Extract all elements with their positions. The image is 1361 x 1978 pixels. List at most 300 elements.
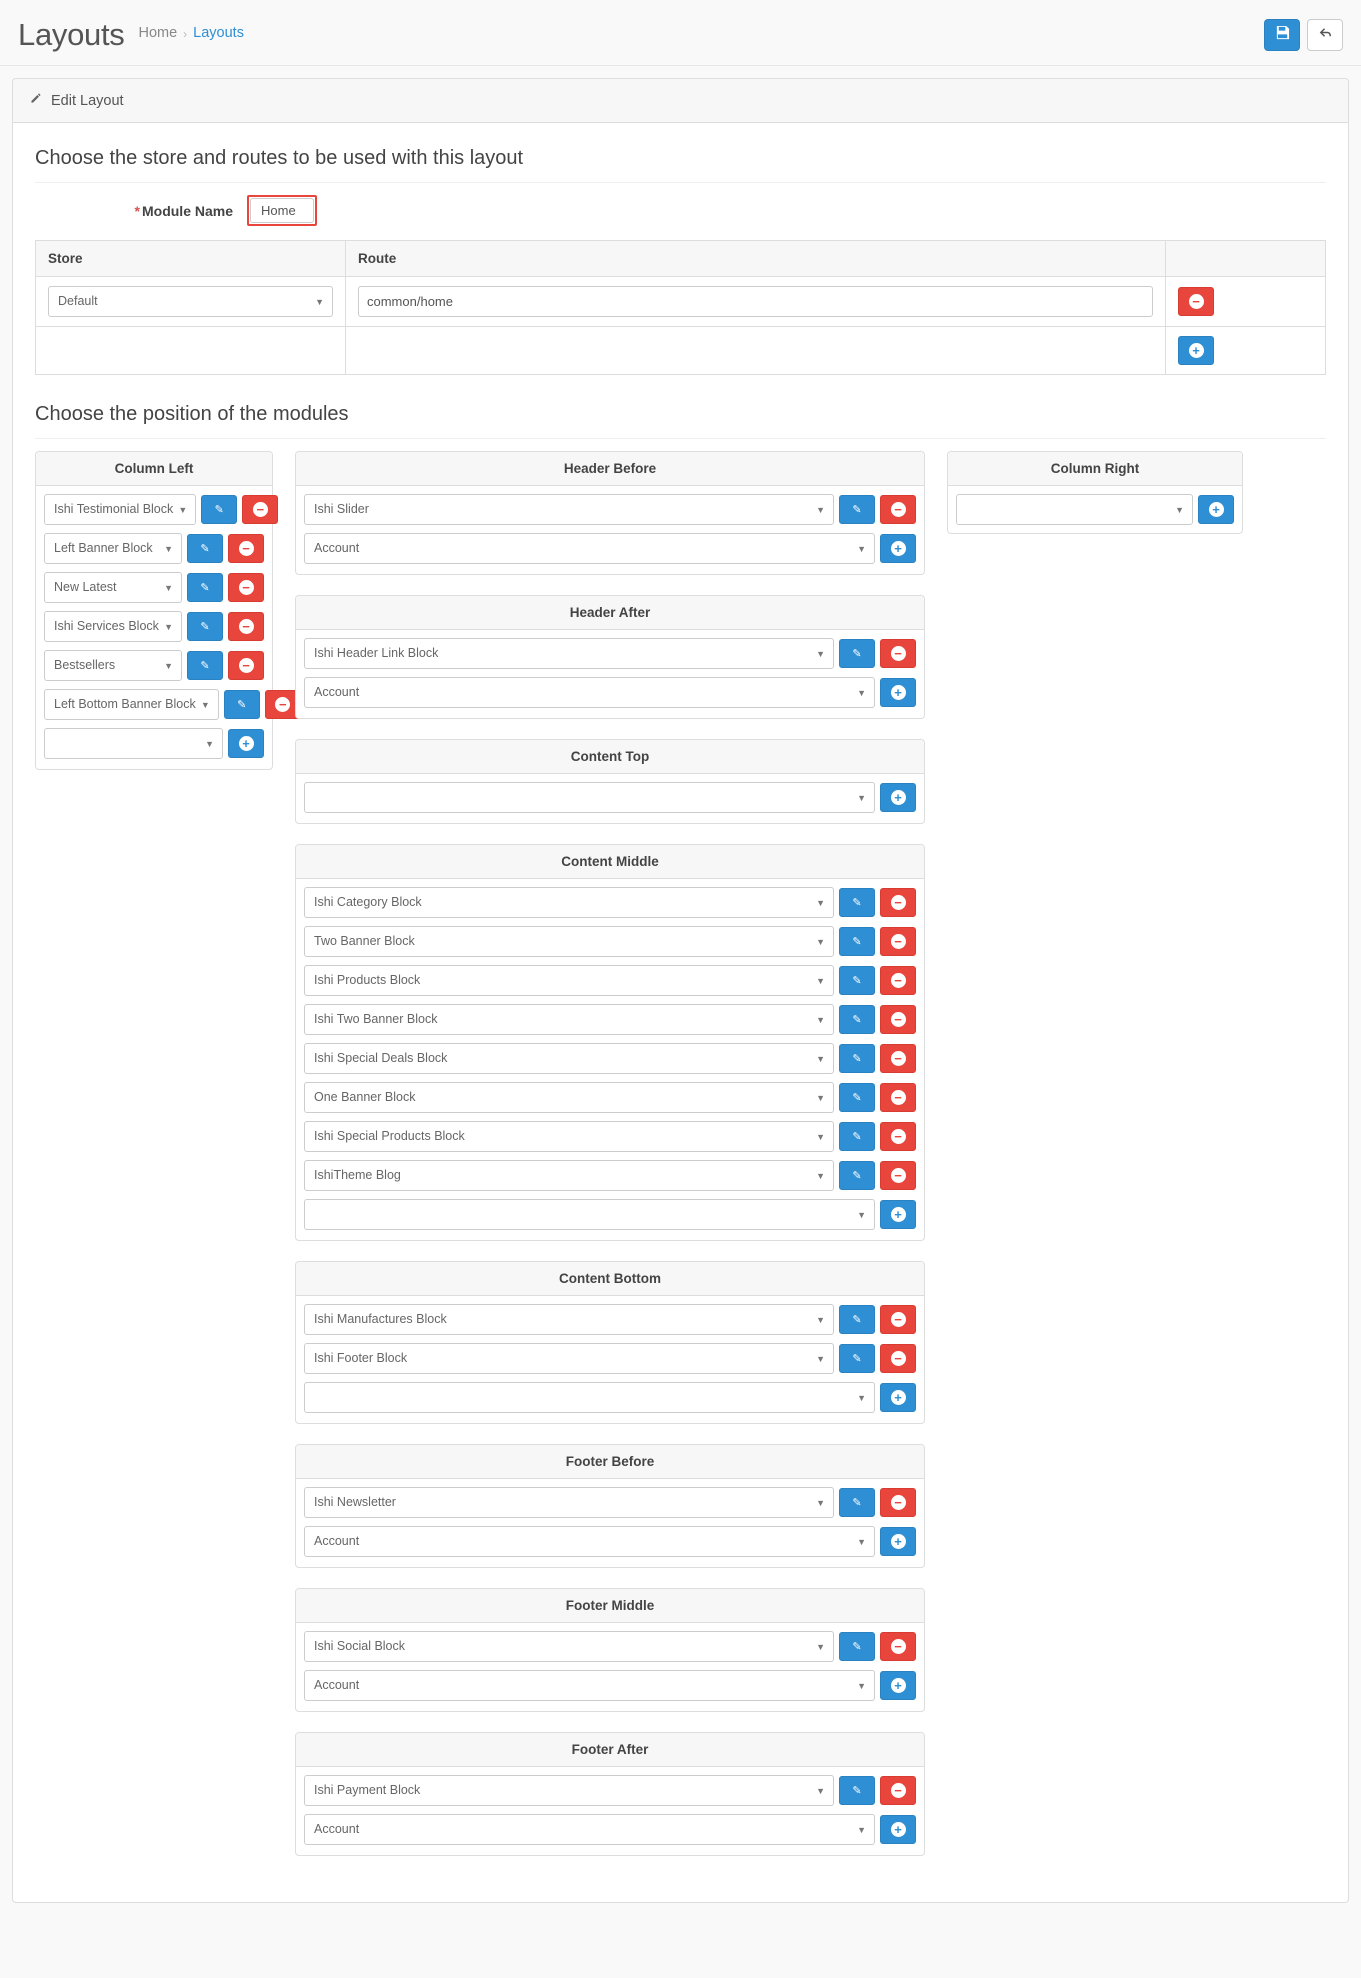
module-select-wrap[interactable] — [956, 494, 1193, 525]
module-select[interactable]: Ishi Social Block — [304, 1631, 834, 1662]
plus-circle-icon: + — [891, 1678, 906, 1693]
breadcrumb-separator: › — [183, 27, 188, 41]
remove-module-button[interactable] — [880, 1083, 916, 1112]
remove-module-button[interactable] — [880, 1344, 916, 1373]
remove-module-button[interactable] — [880, 1005, 916, 1034]
add-module-button[interactable] — [880, 783, 916, 812]
module-row — [304, 1004, 916, 1035]
edit-module-button[interactable] — [839, 927, 875, 956]
remove-module-button[interactable] — [880, 888, 916, 917]
add-module-button[interactable] — [1198, 495, 1234, 524]
module-name-focus-ring — [247, 195, 317, 226]
position-panel-content-bottom — [295, 1261, 925, 1424]
pencil-icon: ✎ — [852, 975, 862, 987]
routes-cell-route — [346, 277, 1166, 327]
remove-module-button[interactable] — [880, 1305, 916, 1334]
module-select-wrap[interactable] — [304, 1775, 834, 1806]
page-title: Layouts — [18, 17, 125, 52]
modules-column-middle — [295, 451, 925, 1876]
minus-circle-icon: − — [239, 619, 254, 634]
edit-module-button[interactable] — [839, 1005, 875, 1034]
module-select-wrap[interactable] — [304, 677, 875, 708]
routes-col-actions — [1166, 241, 1326, 277]
module-select-wrap[interactable] — [304, 887, 834, 918]
pencil-icon: ✎ — [214, 504, 224, 516]
module-select[interactable] — [304, 1382, 875, 1413]
module-select[interactable] — [956, 494, 1193, 525]
module-select-wrap[interactable] — [304, 1004, 834, 1035]
minus-circle-icon: − — [891, 1639, 906, 1654]
module-select[interactable]: Ishi Testimonial Block — [44, 494, 196, 525]
module-select[interactable]: Left Bottom Banner Block — [44, 689, 219, 720]
remove-module-button[interactable] — [242, 495, 278, 524]
module-row-add — [304, 1814, 916, 1845]
position-title-content-top: Content Top — [296, 740, 924, 774]
plus-circle-icon: + — [1209, 502, 1224, 517]
routes-col-store: Store — [36, 241, 346, 277]
chevron-down-icon: ▼ — [816, 975, 825, 986]
minus-circle-icon: − — [275, 697, 290, 712]
module-select[interactable]: Account — [304, 1814, 875, 1845]
page-header — [0, 0, 1361, 66]
module-row — [44, 494, 264, 525]
table-row-add — [36, 327, 1326, 375]
pencil-icon: ✎ — [852, 897, 862, 909]
minus-circle-icon: − — [891, 502, 906, 517]
module-select[interactable]: IshiTheme Blog — [304, 1160, 834, 1191]
edit-module-button[interactable] — [839, 1122, 875, 1151]
module-row-add — [956, 494, 1234, 525]
plus-circle-icon: + — [891, 790, 906, 805]
pencil-icon: ✎ — [852, 1785, 862, 1797]
breadcrumb — [138, 25, 243, 44]
module-row — [304, 887, 916, 918]
plus-circle-icon: + — [891, 1390, 906, 1405]
remove-module-button[interactable] — [880, 1122, 916, 1151]
plus-circle-icon: + — [239, 736, 254, 751]
position-body-content-middle — [296, 879, 924, 1240]
pencil-icon: ✎ — [852, 1641, 862, 1653]
module-row — [304, 1304, 916, 1335]
routes-table-header-row — [36, 241, 1326, 277]
pencil-icon: ✎ — [200, 543, 210, 555]
chevron-down-icon: ▼ — [857, 792, 866, 803]
chevron-down-icon: ▼ — [816, 1497, 825, 1508]
module-select[interactable]: Account — [304, 1526, 875, 1557]
module-select[interactable]: Ishi Header Link Block — [304, 638, 834, 669]
section-title-routes: Choose the store and routes to be used with this layout — [35, 139, 1326, 183]
minus-circle-icon: − — [891, 1312, 906, 1327]
module-select-wrap[interactable] — [304, 1304, 834, 1335]
position-panel-content-top — [295, 739, 925, 824]
position-body-footer-before — [296, 1479, 924, 1567]
position-title-content-middle: Content Middle — [296, 845, 924, 879]
minus-circle-icon: − — [239, 580, 254, 595]
position-title-content-bottom: Content Bottom — [296, 1262, 924, 1296]
module-select-wrap[interactable] — [304, 1631, 834, 1662]
position-body-column-right — [948, 486, 1242, 533]
module-name-label-text: Module Name — [141, 202, 233, 219]
module-select-wrap[interactable] — [304, 1814, 875, 1845]
table-row — [36, 277, 1326, 327]
minus-circle-icon: − — [891, 1051, 906, 1066]
breadcrumb-item-home[interactable]: Home — [138, 25, 178, 41]
module-select[interactable]: Ishi Two Banner Block — [304, 1004, 834, 1035]
module-select[interactable]: One Banner Block — [304, 1082, 834, 1113]
position-body-header-before — [296, 486, 924, 574]
module-select[interactable]: Ishi Special Products Block — [304, 1121, 834, 1152]
save-button[interactable] — [1264, 19, 1300, 51]
add-module-button[interactable] — [880, 534, 916, 563]
position-title-header-after: Header After — [296, 596, 924, 630]
chevron-down-icon: ▼ — [857, 543, 866, 554]
chevron-down-icon: ▼ — [200, 699, 210, 710]
chevron-down-icon: ▼ — [857, 687, 866, 698]
module-select[interactable]: Account — [304, 1670, 875, 1701]
module-row-add — [304, 1526, 916, 1557]
module-select[interactable]: New Latest — [44, 572, 182, 603]
required-marker: * — [134, 202, 140, 219]
module-select[interactable]: Ishi Newsletter — [304, 1487, 834, 1518]
store-select-wrap[interactable] — [48, 286, 333, 317]
position-panel-column-left — [35, 451, 287, 770]
position-title-column-right: Column Right — [948, 452, 1242, 486]
module-row — [304, 1775, 916, 1806]
module-select-wrap[interactable] — [44, 728, 223, 759]
pencil-icon: ✎ — [852, 1353, 862, 1365]
module-name-input[interactable] — [250, 198, 314, 223]
edit-module-button[interactable] — [201, 495, 237, 524]
minus-circle-icon: − — [891, 1783, 906, 1798]
chevron-down-icon: ▼ — [816, 1170, 825, 1181]
position-title-column-left: Column Left — [36, 452, 272, 486]
routes-col-route: Route — [346, 241, 1166, 277]
module-select-wrap[interactable] — [44, 611, 182, 642]
chevron-down-icon: ▼ — [857, 1536, 866, 1547]
chevron-down-icon: ▼ — [816, 1053, 825, 1064]
module-row-add — [304, 533, 916, 564]
plus-circle-icon: + — [1189, 343, 1204, 358]
chevron-down-icon: ▼ — [816, 1314, 825, 1325]
module-select[interactable]: Bestsellers — [44, 650, 182, 681]
module-row-add — [44, 728, 264, 759]
position-body-column-left — [36, 486, 287, 769]
module-select[interactable]: Ishi Payment Block — [304, 1775, 834, 1806]
module-select-wrap[interactable] — [304, 1121, 834, 1152]
chevron-down-icon: ▼ — [164, 543, 173, 554]
module-row — [304, 638, 916, 669]
position-panel-footer-after — [295, 1732, 925, 1856]
remove-module-button[interactable] — [880, 1161, 916, 1190]
modules-column-right — [947, 451, 1243, 554]
route-input[interactable] — [358, 286, 1153, 317]
module-row — [304, 1343, 916, 1374]
module-select-wrap[interactable] — [304, 1382, 875, 1413]
pencil-icon: ✎ — [852, 1170, 862, 1182]
modules-grid — [35, 451, 1326, 1876]
minus-circle-icon: − — [891, 1168, 906, 1183]
edit-module-button[interactable] — [839, 495, 875, 524]
minus-circle-icon: − — [891, 934, 906, 949]
plus-circle-icon: + — [891, 1822, 906, 1837]
module-row — [304, 1082, 916, 1113]
module-select-wrap[interactable] — [304, 1670, 875, 1701]
chevron-down-icon: ▼ — [164, 621, 173, 632]
minus-circle-icon: − — [891, 1129, 906, 1144]
module-select-wrap[interactable] — [304, 782, 875, 813]
panel-heading — [13, 79, 1348, 123]
module-row-add — [304, 1382, 916, 1413]
edit-module-button[interactable] — [839, 966, 875, 995]
remove-module-button[interactable] — [880, 927, 916, 956]
remove-module-button[interactable] — [880, 639, 916, 668]
module-select-wrap[interactable] — [304, 1160, 834, 1191]
edit-module-button[interactable] — [839, 1044, 875, 1073]
pencil-icon — [29, 92, 42, 109]
edit-module-button[interactable] — [839, 1083, 875, 1112]
plus-circle-icon: + — [891, 1207, 906, 1222]
module-select[interactable]: Ishi Manufactures Block — [304, 1304, 834, 1335]
module-row — [304, 1121, 916, 1152]
remove-module-button[interactable] — [880, 1776, 916, 1805]
chevron-down-icon: ▼ — [816, 897, 825, 908]
add-route-button[interactable] — [1178, 336, 1214, 365]
position-body-footer-middle — [296, 1623, 924, 1711]
module-select-wrap[interactable] — [304, 926, 834, 957]
position-body-content-top — [296, 774, 924, 823]
remove-module-button[interactable] — [228, 534, 264, 563]
pencil-icon: ✎ — [237, 699, 247, 711]
edit-module-button[interactable] — [187, 651, 223, 680]
breadcrumb-item-layouts[interactable]: Layouts — [193, 25, 244, 41]
back-button[interactable] — [1307, 19, 1343, 51]
pencil-icon: ✎ — [852, 1092, 862, 1104]
add-module-button[interactable] — [228, 729, 264, 758]
chevron-down-icon: ▼ — [1175, 504, 1184, 515]
add-module-button[interactable] — [880, 1383, 916, 1412]
edit-module-button[interactable] — [187, 534, 223, 563]
chevron-down-icon: ▼ — [164, 660, 173, 671]
module-select-wrap[interactable] — [304, 638, 834, 669]
add-module-button[interactable] — [880, 1815, 916, 1844]
chevron-down-icon: ▼ — [315, 296, 324, 307]
add-module-button[interactable] — [880, 1671, 916, 1700]
minus-circle-icon: − — [239, 541, 254, 556]
edit-module-button[interactable] — [839, 1632, 875, 1661]
pencil-icon: ✎ — [852, 1497, 862, 1509]
edit-module-button[interactable] — [839, 1161, 875, 1190]
pencil-icon: ✎ — [852, 1014, 862, 1026]
minus-circle-icon: − — [239, 658, 254, 673]
module-row — [44, 650, 264, 681]
edit-module-button[interactable] — [839, 639, 875, 668]
module-select-wrap[interactable] — [44, 533, 182, 564]
module-row — [44, 689, 287, 720]
header-actions — [1264, 19, 1343, 51]
position-title-footer-after: Footer After — [296, 1733, 924, 1767]
minus-circle-icon: − — [1189, 294, 1204, 309]
remove-route-button[interactable] — [1178, 287, 1214, 316]
module-select-wrap[interactable] — [304, 1043, 834, 1074]
store-select[interactable]: Default — [48, 286, 333, 317]
pencil-icon: ✎ — [200, 621, 210, 633]
module-select-wrap[interactable] — [304, 1343, 834, 1374]
chevron-down-icon: ▼ — [816, 1353, 825, 1364]
module-select-wrap[interactable] — [44, 572, 182, 603]
edit-module-button[interactable] — [224, 690, 260, 719]
section-title-modules: Choose the position of the modules — [35, 395, 1326, 439]
module-select-wrap[interactable] — [304, 1487, 834, 1518]
edit-module-button[interactable] — [839, 1488, 875, 1517]
module-select-wrap[interactable] — [44, 494, 196, 525]
position-panel-header-before — [295, 451, 925, 575]
position-body-footer-after — [296, 1767, 924, 1855]
minus-circle-icon: − — [891, 973, 906, 988]
panel-body — [13, 123, 1348, 1902]
module-select-wrap[interactable] — [304, 965, 834, 996]
chevron-down-icon: ▼ — [857, 1824, 866, 1835]
edit-module-button[interactable] — [187, 612, 223, 641]
chevron-down-icon: ▼ — [816, 1092, 825, 1103]
minus-circle-icon: − — [891, 1090, 906, 1105]
panel-heading-label: Edit Layout — [51, 92, 124, 109]
module-row — [304, 1631, 916, 1662]
module-row — [304, 494, 916, 525]
minus-circle-icon: − — [891, 1351, 906, 1366]
pencil-icon: ✎ — [852, 504, 862, 516]
module-row-add — [304, 1199, 916, 1230]
module-row — [44, 572, 264, 603]
edit-module-button[interactable] — [839, 1776, 875, 1805]
module-row — [304, 965, 916, 996]
module-row-add — [304, 782, 916, 813]
remove-module-button[interactable] — [228, 612, 264, 641]
module-select-wrap[interactable] — [44, 689, 219, 720]
chevron-down-icon: ▼ — [816, 936, 825, 947]
chevron-down-icon: ▼ — [816, 1785, 825, 1796]
pencil-icon: ✎ — [852, 1314, 862, 1326]
position-title-footer-before: Footer Before — [296, 1445, 924, 1479]
position-panel-footer-before — [295, 1444, 925, 1568]
routes-cell-store — [36, 277, 346, 327]
minus-circle-icon: − — [891, 1012, 906, 1027]
routes-table — [35, 240, 1326, 375]
modules-column-left — [35, 451, 287, 790]
module-select-wrap[interactable] — [304, 1199, 875, 1230]
module-row — [304, 926, 916, 957]
add-module-button[interactable] — [880, 1527, 916, 1556]
module-row — [44, 611, 264, 642]
plus-circle-icon: + — [891, 685, 906, 700]
back-icon — [1318, 25, 1333, 45]
remove-module-button[interactable] — [880, 1044, 916, 1073]
position-body-header-after — [296, 630, 924, 718]
remove-module-button[interactable] — [880, 1488, 916, 1517]
chevron-down-icon: ▼ — [857, 1680, 866, 1691]
module-select[interactable]: Two Banner Block — [304, 926, 834, 957]
module-select[interactable]: Left Banner Block — [44, 533, 182, 564]
module-row — [304, 1160, 916, 1191]
minus-circle-icon: − — [891, 1495, 906, 1510]
remove-module-button[interactable] — [880, 495, 916, 524]
module-row-add — [304, 677, 916, 708]
chevron-down-icon: ▼ — [164, 582, 173, 593]
add-module-button[interactable] — [880, 1200, 916, 1229]
module-select[interactable]: Ishi Slider — [304, 494, 834, 525]
edit-module-button[interactable] — [187, 573, 223, 602]
chevron-down-icon: ▼ — [816, 648, 825, 659]
module-name-row — [35, 195, 1326, 226]
add-module-button[interactable] — [880, 678, 916, 707]
remove-module-button[interactable] — [228, 651, 264, 680]
pencil-icon: ✎ — [852, 648, 862, 660]
module-row — [304, 1487, 916, 1518]
pencil-icon: ✎ — [852, 1131, 862, 1143]
plus-circle-icon: + — [891, 1534, 906, 1549]
position-body-content-bottom — [296, 1296, 924, 1423]
pencil-icon: ✎ — [200, 660, 210, 672]
chevron-down-icon: ▼ — [816, 1641, 825, 1652]
pencil-icon: ✎ — [852, 1053, 862, 1065]
chevron-down-icon: ▼ — [816, 1131, 825, 1142]
routes-cell-empty-store — [36, 327, 346, 375]
pencil-icon: ✎ — [200, 582, 210, 594]
module-select[interactable]: Ishi Category Block — [304, 887, 834, 918]
chevron-down-icon: ▼ — [205, 738, 214, 749]
remove-module-button[interactable] — [880, 966, 916, 995]
position-title-header-before: Header Before — [296, 452, 924, 486]
module-select-wrap[interactable] — [304, 494, 834, 525]
module-select-wrap[interactable] — [304, 533, 875, 564]
position-panel-column-right — [947, 451, 1243, 534]
module-select-wrap[interactable] — [304, 1082, 834, 1113]
module-select[interactable]: Account — [304, 677, 875, 708]
remove-module-button[interactable] — [880, 1632, 916, 1661]
routes-cell-add — [1166, 327, 1326, 375]
module-select[interactable]: Ishi Services Block — [44, 611, 182, 642]
edit-module-button[interactable] — [839, 1344, 875, 1373]
chevron-down-icon: ▼ — [178, 504, 188, 515]
position-title-footer-middle: Footer Middle — [296, 1589, 924, 1623]
position-panel-content-middle — [295, 844, 925, 1241]
module-select[interactable]: Ishi Special Deals Block — [304, 1043, 834, 1074]
module-row — [304, 1043, 916, 1074]
module-select[interactable]: Account — [304, 533, 875, 564]
position-panel-footer-middle — [295, 1588, 925, 1712]
edit-module-button[interactable] — [839, 888, 875, 917]
chevron-down-icon: ▼ — [816, 504, 825, 515]
module-select[interactable] — [304, 1199, 875, 1230]
minus-circle-icon: − — [891, 646, 906, 661]
module-select[interactable] — [304, 782, 875, 813]
module-select[interactable]: Ishi Products Block — [304, 965, 834, 996]
module-row-add — [304, 1670, 916, 1701]
module-name-label — [35, 203, 247, 219]
module-select[interactable]: Ishi Footer Block — [304, 1343, 834, 1374]
pencil-icon: ✎ — [852, 936, 862, 948]
module-select[interactable] — [44, 728, 223, 759]
chevron-down-icon: ▼ — [857, 1209, 866, 1220]
routes-cell-empty-route — [346, 327, 1166, 375]
module-select-wrap[interactable] — [304, 1526, 875, 1557]
edit-layout-panel — [12, 78, 1349, 1903]
chevron-down-icon: ▼ — [857, 1392, 866, 1403]
remove-module-button[interactable] — [228, 573, 264, 602]
minus-circle-icon: − — [253, 502, 268, 517]
module-select-wrap[interactable] — [44, 650, 182, 681]
edit-module-button[interactable] — [839, 1305, 875, 1334]
save-icon — [1275, 25, 1290, 45]
